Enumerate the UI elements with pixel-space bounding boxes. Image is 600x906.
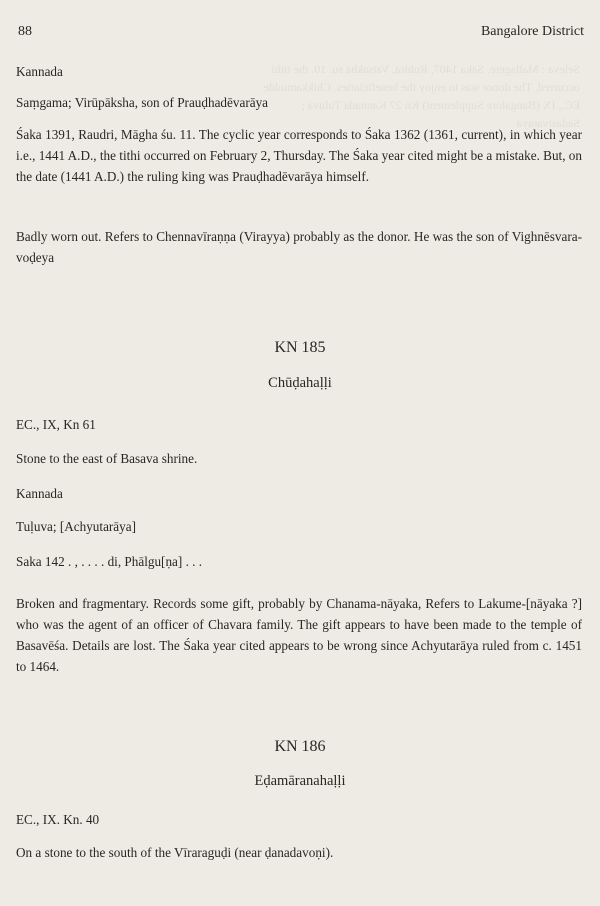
entry-184-dynasty: Saṃgama; Virūpāksha, son of Prauḍhadēvarāya (16, 95, 269, 110)
entry-185-remarks: Broken and fragmentary. Records some gift, probably by Chanama-nāyaka, Refers to Lakume-[nāyaka ?] who was the agent of an officer of Chavara family. The gift appears to have been made to the temple of Basavēśa. Details are lost. The Śaka year cited appears to be wrong since Achyutarāya ruled from c. 1451 to 1464. (16, 596, 582, 674)
show-through-text: Seleva : Mallagere. Saka 1407, Ruhira, Vaisakha su. 10. the tithi occurred. The donor was to enjoy the beneficiaries. Chikkamudde EC., IX (Bangalore Supplement) Kn 27 Kannada Tuluva ; Sadasivaraya (263, 62, 580, 130)
entry-184-date-notes: Śaka 1391, Raudri, Māgha śu. 11. The cyclic year corresponds to Śaka 1362 (1361, current), in which year i.e., 1441 A.D., the tithi occurred on February 2, Thursday. The Śaka year cited might be a mistake. But, on the date (1441 A.D.) the ruling king was Prauḍhadēvarāya himself. (16, 127, 582, 184)
entry-185-number: KN 185 (274, 339, 326, 356)
entry-184-remarks: Badly worn out. Refers to Chennavīraṇṇa (Virayya) probably as the donor. He was the son of Vighnēsvara-voḍeya (16, 229, 582, 265)
entry-184-language: Kannada (16, 64, 63, 79)
page-number: 88 (18, 24, 32, 39)
entry-185-reference: EC., IX, Kn 61 (16, 417, 96, 432)
entry-185-place: Chūḍahaḷḷi (268, 375, 332, 391)
entry-186-reference: EC., IX. Kn. 40 (16, 812, 100, 827)
entry-185-location: Stone to the east of Basava shrine. (16, 451, 198, 466)
running-title: Bangalore District (480, 24, 584, 39)
entry-185-language: Kannada (16, 486, 63, 501)
entry-186-place: Eḍamāranahaḷḷi (254, 773, 346, 789)
entry-185-date: Saka 142 . , . . . . di, Phālgu[ṇa] . . . (16, 554, 203, 569)
entry-186-number: KN 186 (274, 738, 326, 755)
entry-186-location: On a stone to the south of the Vīraraguḍi (near ḍanadavoṇi). (16, 845, 334, 860)
entry-185-dynasty: Tuḷuva; [Achyutarāya] (16, 519, 137, 534)
